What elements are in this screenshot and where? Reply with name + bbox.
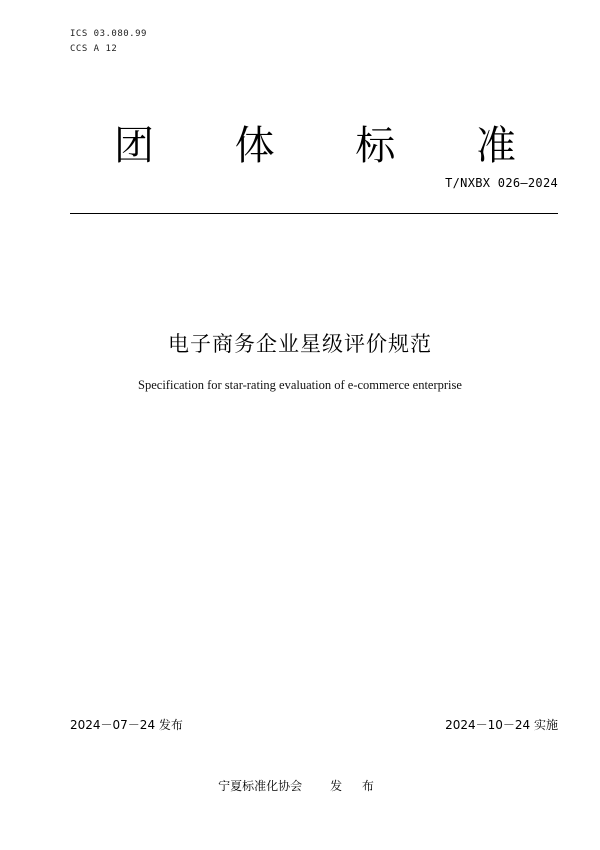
document-title-english: Specification for star-rating evaluation of e-commerce enterprise	[138, 378, 462, 392]
ccs-code: CCS A 12	[70, 44, 118, 54]
issuer-action: 发 布	[330, 779, 382, 793]
standard-type-char: 团	[114, 123, 154, 169]
issuer-line	[0, 777, 600, 794]
document-title-chinese: 电子商务企业星级评价规范	[168, 332, 432, 356]
issuer-name: 宁夏标准化协会	[218, 779, 303, 793]
standard-type-char: 体	[234, 123, 275, 169]
ics-code: ICS 03.080.99	[70, 29, 147, 39]
publish-date: 2024－07－24 发布	[70, 718, 183, 732]
header-divider	[70, 213, 558, 214]
standard-number: T/NXBX 026—2024	[445, 176, 558, 190]
standard-type-heading	[70, 123, 560, 169]
standard-type-char: 标	[355, 123, 396, 169]
implement-date: 2024－10－24 实施	[445, 718, 558, 732]
standard-type-char: 准	[475, 123, 516, 169]
